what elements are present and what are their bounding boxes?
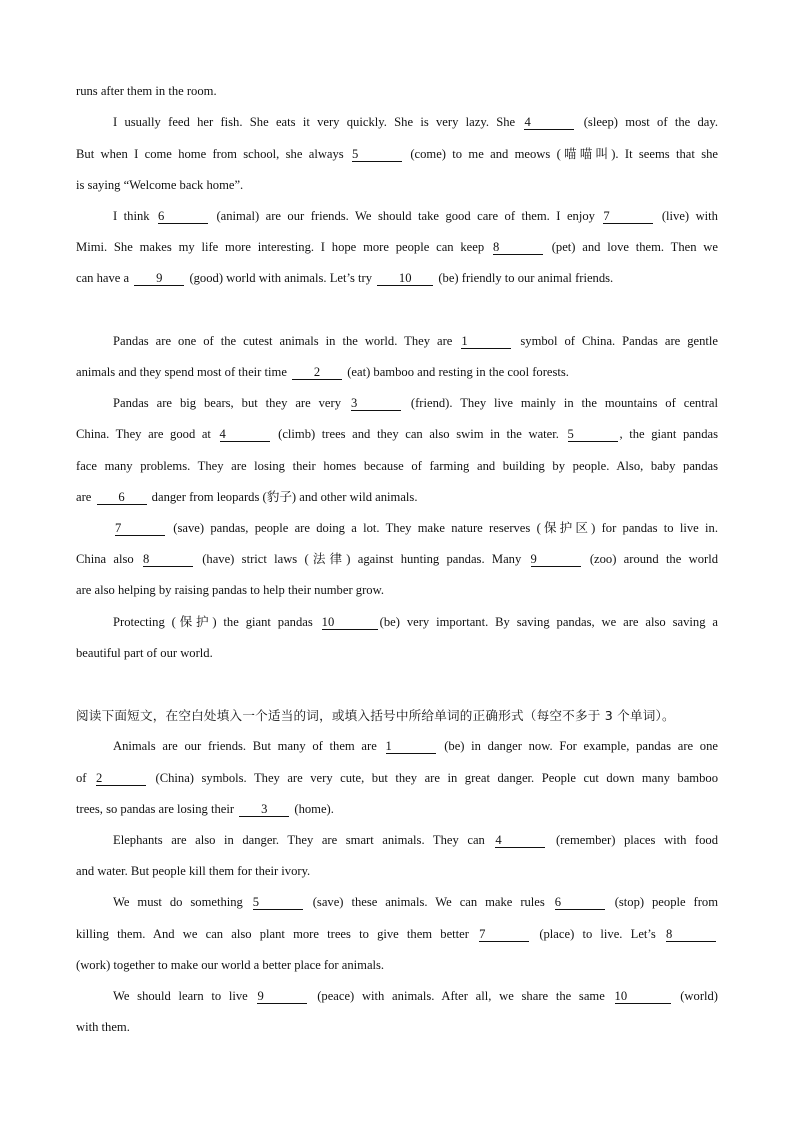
text-segment: (good) world with animals. Let’s try: [186, 271, 376, 285]
text-segment: Elephants are also in danger. They are smart animals. They can: [113, 833, 494, 847]
text-segment: We should learn to live: [113, 989, 256, 1003]
answer-blank[interactable]: 8: [666, 927, 716, 942]
text-line: [113, 831, 718, 849]
text-line: (work) together to make our world a better place for animals.: [76, 958, 385, 972]
answer-blank[interactable]: 3: [239, 802, 289, 817]
answer-blank[interactable]: 10: [615, 989, 671, 1004]
text-segment: Pandas are big bears, but they are very: [113, 396, 349, 410]
answer-blank[interactable]: 8: [143, 552, 193, 567]
text-segment: I usually feed her fish. She eats it very quickly. She is very lazy. She: [113, 115, 523, 129]
text-line: [113, 519, 718, 537]
text-segment: But when I come home from school, she always: [76, 147, 351, 161]
text-line: [113, 737, 718, 755]
text-segment: (home).: [291, 802, 334, 816]
text-segment: (zoo) around the world: [582, 552, 718, 566]
answer-blank[interactable]: 3: [351, 396, 401, 411]
section-instruction: 阅读下面短文，在空白处填入一个适当的词，或填入括号中所给单词的正确形式（每空不多于 3 个单词）。: [76, 708, 675, 723]
text-line: and water. But people kill them for their ivory.: [76, 864, 311, 878]
text-segment: Protecting (保护) the giant pandas: [113, 615, 320, 629]
text-segment: (live) with: [655, 209, 718, 223]
text-line: is saying “Welcome back home”.: [76, 178, 244, 192]
text-segment: (place) to live. Let’s: [531, 927, 664, 941]
text-segment: China. They are good at: [76, 427, 218, 441]
text-segment: (sleep) most of the day.: [576, 115, 719, 129]
answer-blank[interactable]: 10: [377, 271, 433, 286]
answer-blank[interactable]: 1: [461, 334, 511, 349]
text-segment: (eat) bamboo and resting in the cool forests.: [344, 365, 569, 379]
answer-blank[interactable]: 6: [97, 490, 147, 505]
text-line: [76, 800, 718, 818]
text-segment: (friend). They live mainly in the mountains of central: [402, 396, 719, 410]
answer-blank[interactable]: 10: [322, 615, 378, 630]
text-segment: (save) these animals. We can make rules: [304, 895, 553, 909]
text-segment: (climb) trees and they can also swim in the water.: [271, 427, 566, 441]
answer-blank[interactable]: 6: [158, 209, 208, 224]
text-segment: (China) symbols. They are very cute, but they are in great danger. People cut down many bamboo: [148, 771, 718, 785]
answer-blank[interactable]: 4: [524, 115, 574, 130]
text-segment: (peace) with animals. After all, we share the same: [309, 989, 613, 1003]
text-segment: I think: [113, 209, 157, 223]
text-segment: (stop) people from: [606, 895, 718, 909]
text-line: [113, 394, 718, 412]
text-segment: danger from leopards (豹子) and other wild animals.: [148, 490, 418, 504]
answer-blank[interactable]: 4: [220, 427, 270, 442]
text-line: [76, 769, 718, 787]
text-segment: (be) in danger now. For example, pandas are one: [437, 739, 718, 753]
text-line: face many problems. They are losing their homes because of farming and building by people. Also, baby pandas: [76, 459, 718, 473]
answer-blank[interactable]: 2: [96, 771, 146, 786]
text-line: [113, 113, 718, 131]
text-segment: symbol of China. Pandas are gentle: [513, 334, 718, 348]
answer-blank[interactable]: 9: [257, 989, 307, 1004]
text-segment: (come) to me and meows (喵喵叫). It seems that she: [404, 147, 718, 161]
answer-blank[interactable]: 5: [253, 895, 303, 910]
text-line: beautiful part of our world.: [76, 646, 213, 660]
answer-blank[interactable]: 6: [555, 895, 605, 910]
text-segment: (have) strict laws (法律) against hunting pandas. Many: [194, 552, 529, 566]
text-segment: China also: [76, 552, 141, 566]
text-line: [76, 145, 718, 163]
text-line: runs after them in the room.: [76, 84, 217, 98]
text-line: [113, 987, 718, 1005]
text-segment: can have a: [76, 271, 133, 285]
text-segment: of: [76, 771, 95, 785]
text-segment: (world): [672, 989, 718, 1003]
text-line: [76, 925, 718, 943]
text-segment: Mimi. She makes my life more interesting. I hope more people can keep: [76, 240, 491, 254]
answer-blank[interactable]: 5: [352, 147, 402, 162]
text-segment: killing them. And we can also plant more trees to give them better: [76, 927, 478, 941]
text-line: [76, 488, 718, 506]
answer-blank[interactable]: 8: [493, 240, 543, 255]
answer-blank[interactable]: 7: [479, 927, 529, 942]
text-line: [76, 550, 718, 568]
text-segment: We must do something: [113, 895, 251, 909]
text-segment: Animals are our friends. But many of them are: [113, 739, 384, 753]
text-line: [113, 613, 718, 631]
answer-blank[interactable]: 7: [603, 209, 653, 224]
answer-blank[interactable]: 7: [115, 521, 165, 536]
text-line: [76, 363, 718, 381]
text-line: are also helping by raising pandas to help their number grow.: [76, 583, 384, 597]
text-segment: Pandas are one of the cutest animals in the world. They are: [113, 334, 460, 348]
text-line: [76, 238, 718, 256]
answer-blank[interactable]: 9: [531, 552, 581, 567]
text-line: [113, 332, 718, 350]
answer-blank[interactable]: 1: [386, 739, 436, 754]
text-line: [113, 893, 718, 911]
answer-blank[interactable]: 4: [495, 833, 545, 848]
text-segment: trees, so pandas are losing their: [76, 802, 238, 816]
text-line: [76, 269, 718, 287]
text-line: [76, 425, 718, 443]
answer-blank[interactable]: 9: [134, 271, 184, 286]
text-segment: (pet) and love them. Then we: [544, 240, 718, 254]
text-segment: (be) friendly to our animal friends.: [435, 271, 614, 285]
text-segment: (animal) are our friends. We should take good care of them. I enjoy: [210, 209, 602, 223]
text-segment: , the giant pandas: [619, 427, 718, 441]
answer-blank[interactable]: 5: [568, 427, 618, 442]
text-segment: (be) very important. By saving pandas, we are also saving a: [379, 615, 718, 629]
text-segment: (save) pandas, people are doing a lot. They make nature reserves (保护区) for pandas to live in.: [167, 521, 718, 535]
text-line: [113, 207, 718, 225]
text-segment: (remember) places with food: [547, 833, 719, 847]
text-segment: animals and they spend most of their time: [76, 365, 291, 379]
answer-blank[interactable]: 2: [292, 365, 342, 380]
text-line: with them.: [76, 1020, 130, 1034]
text-segment: are: [76, 490, 95, 504]
